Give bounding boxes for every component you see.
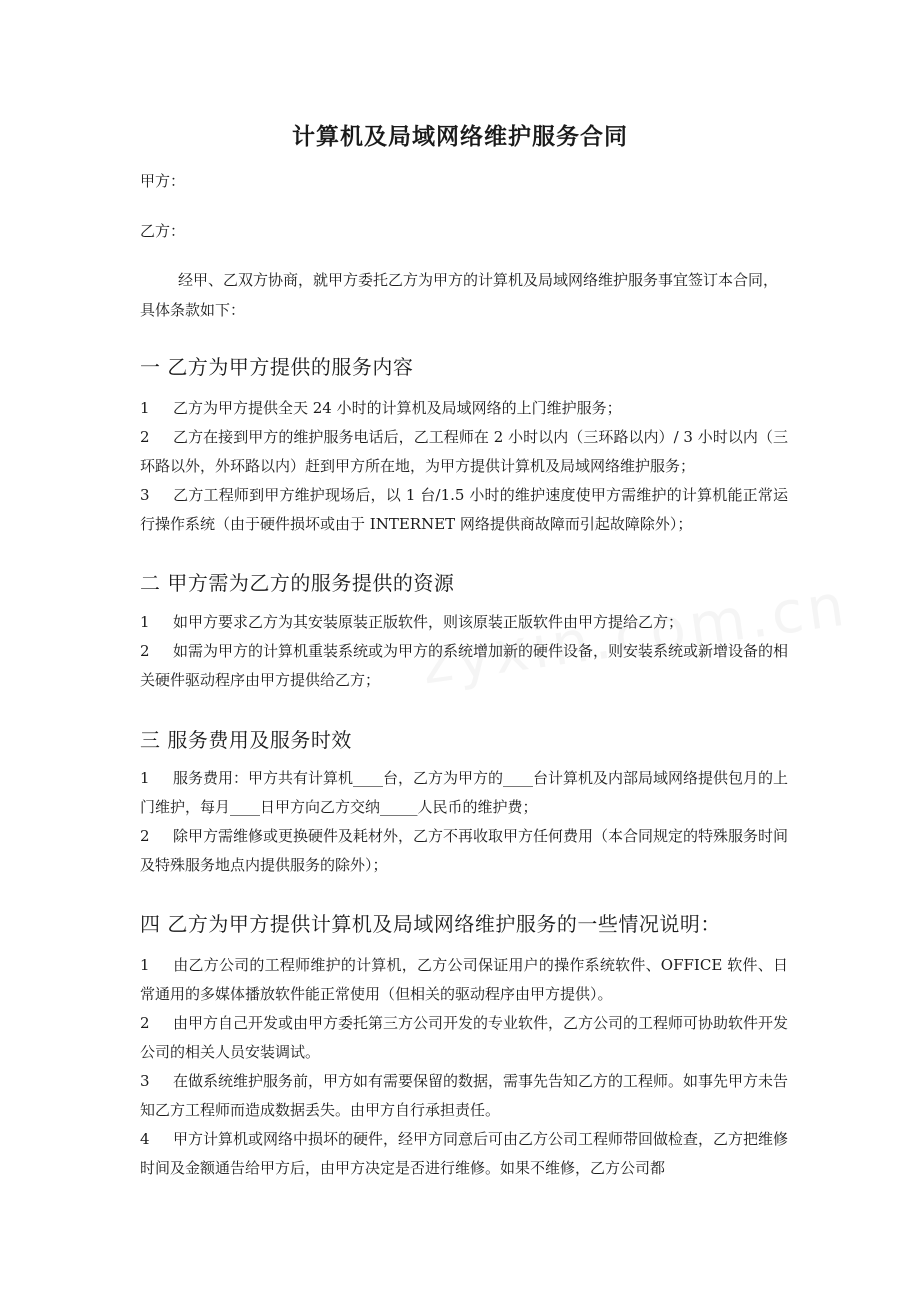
item-text: 甲方计算机或网络中损坏的硬件，经甲方同意后可由乙方公司工程师带回做检查，乙方把维修时间及金额通告给甲方后，由甲方决定是否进行维修。如果不维修，乙方公司都: [140, 1130, 789, 1177]
item-text: 在做系统维护服务前，甲方如有需要保留的数据，需事先告知乙方的工程师。如事先甲方未告知乙方工程师而造成数据丢失。由甲方自行承担责任。: [140, 1072, 789, 1119]
section-heading-2: 二 甲方需为乙方的服务提供的资源: [140, 571, 455, 595]
intro-paragraph: 经甲、乙双方协商，就甲方委托乙方为甲方的计算机及局域网络维护服务事宜签订本合同，具体条款如下：: [140, 271, 779, 319]
list-item: [140, 1009, 788, 1067]
item-number: 2: [140, 642, 150, 660]
section-heading-4: 四 乙方为甲方提供计算机及局域网络维护服务的一些情况说明：: [140, 912, 721, 936]
item-number: 3: [140, 1072, 150, 1090]
item-number: 1: [140, 769, 150, 787]
party-b-label: 乙方：: [140, 222, 186, 240]
item-number: 4: [140, 1130, 150, 1148]
party-a-label: 甲方：: [140, 172, 186, 190]
section-2-list: [140, 608, 788, 695]
document-title: 计算机及局域网络维护服务合同: [292, 124, 628, 150]
item-text: 服务费用：甲方共有计算机____台，乙方为甲方的____台计算机及内部局域网络提供包月的上门维护，每月____日甲方向乙方交纳_____人民币的维护费；: [140, 769, 789, 816]
list-item: [140, 764, 788, 822]
item-number: 1: [140, 956, 150, 974]
section-heading-3: 三 服务费用及服务时效: [140, 728, 352, 752]
list-item: [140, 608, 788, 637]
item-number: 2: [140, 1014, 150, 1032]
list-item: [140, 423, 788, 481]
section-4-list: [140, 951, 788, 1183]
list-item: [140, 822, 788, 880]
item-number: 3: [140, 486, 150, 504]
list-item: [140, 1067, 788, 1125]
item-text: 除甲方需维修或更换硬件及耗材外，乙方不再收取甲方任何费用（本合同规定的特殊服务时间及特殊服务地点内提供服务的除外）；: [140, 827, 789, 874]
list-item: [140, 481, 788, 539]
item-number: 2: [140, 827, 150, 845]
list-item: [140, 951, 788, 1009]
list-item: [140, 637, 788, 695]
item-text: 乙方工程师到甲方维护现场后，以 1 台/1.5 小时的维护速度使甲方需维护的计算机能正常运行操作系统（由于硬件损坏或由于 INTERNET 网络提供商故障而引起故障除外）；: [140, 486, 788, 533]
item-text: 乙方在接到甲方的维护服务电话后，乙工程师在 2 小时以内（三环路以内）/ 3 小时以内（三环路以外，外环路以内）赶到甲方所在地，为甲方提供计算机及局域网络维护服务；: [140, 428, 788, 475]
list-item: [140, 1125, 788, 1183]
item-text: 由乙方公司的工程师维护的计算机，乙方公司保证用户的操作系统软件、OFFICE 软件、日常通用的多媒体播放软件能正常使用（但相关的驱动程序由甲方提供）。: [140, 956, 788, 1003]
item-text: 如需为甲方的计算机重装系统或为甲方的系统增加新的硬件设备，则安装系统或新增设备的相关硬件驱动程序由甲方提供给乙方；: [140, 642, 789, 689]
item-number: 2: [140, 428, 150, 446]
item-text: 乙方为甲方提供全天 24 小时的计算机及局域网络的上门维护服务；: [173, 399, 622, 417]
item-number: 1: [140, 399, 150, 417]
item-text: 如甲方要求乙方为其安装原装正版软件，则该原装正版软件由甲方提给乙方；: [173, 613, 684, 631]
section-1-list: [140, 394, 788, 539]
item-text: 由甲方自己开发或由甲方委托第三方公司开发的专业软件，乙方公司的工程师可协助软件开发公司的相关人员安装调试。: [140, 1014, 789, 1061]
section-3-list: [140, 764, 788, 880]
section-heading-1: 一 乙方为甲方提供的服务内容: [140, 355, 414, 379]
item-number: 1: [140, 613, 150, 631]
list-item: [140, 394, 788, 423]
